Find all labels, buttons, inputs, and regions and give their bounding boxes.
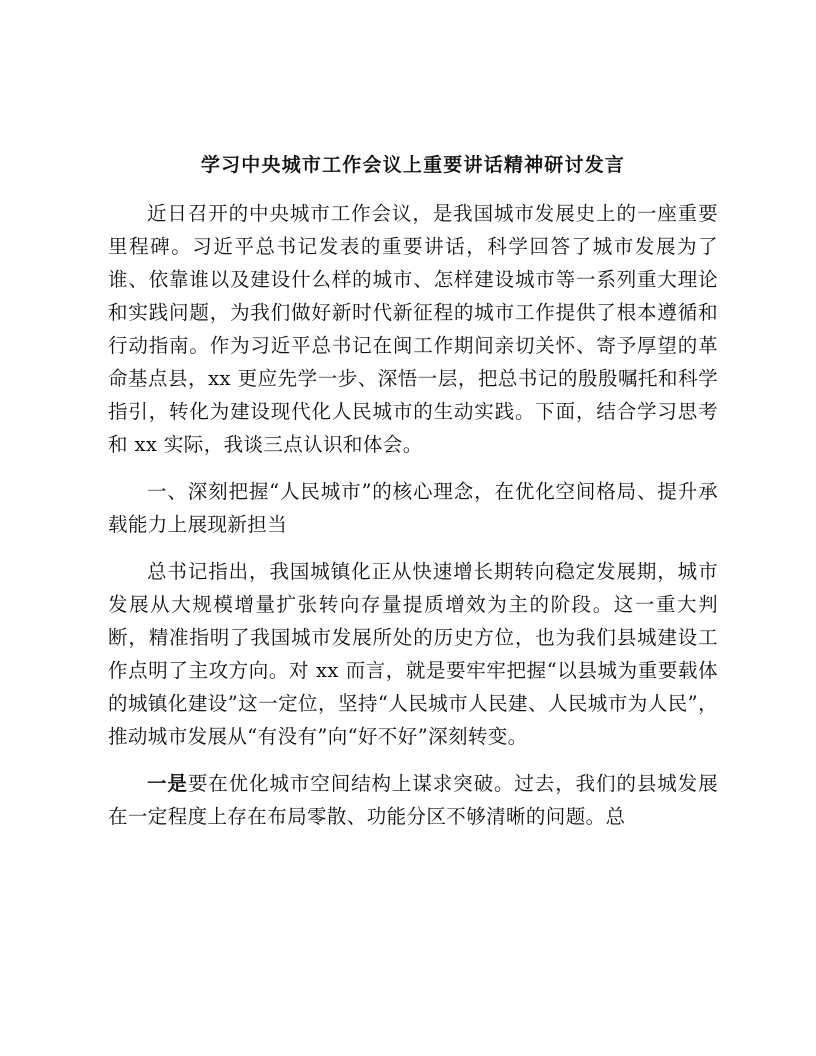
point-one-lead: 一是 — [147, 772, 188, 795]
document-page — [108, 150, 718, 847]
section-heading-1: 一、深刻把握“人民城市”的核心理念，在优化空间格局、提升承载能力上展现新担当 — [108, 480, 718, 536]
section-1-paragraph: 总书记指出，我国城镇化正从快速增长期转向稳定发展期，城市发展从大规模增量扩张转向存量提质增效为主的阶段。这一重大判断，精准指明了我国城市发展所处的历史方位，也为我们县城建设工作点明了主攻方向。对 xx 而言，就是要牢牢把握“以县城为重要载体的城镇化建设”这一定位，坚持“人民城市人民建、人民城市为人民”，推动城市发展从“有没有”向“好不好”深刻转变。 — [108, 560, 718, 748]
point-one-paragraph — [108, 767, 718, 833]
document-title: 学习中央城市工作会议上重要讲话精神研讨发言 — [200, 154, 626, 176]
point-one-text: 要在优化城市空间结构上谋求突破。过去，我们的县城发展在一定程度上存在布局零散、功能分区不够清晰的问题。总 — [108, 772, 718, 828]
intro-paragraph: 近日召开的中央城市工作会议，是我国城市发展史上的一座重要里程碑。习近平总书记发表的重要讲话，科学回答了城市发展为了谁、依靠谁以及建设什么样的城市、怎样建设城市等一系列重大理论和实践问题，为我们做好新时代新征程的城市工作提供了根本遵循和行动指南。作为习近平总书记在闽工作期间亲切关怀、寄予厚望的革命基点县，xx 更应先学一步、深悟一层，把总书记的殷殷嘱托和科学指引，转化为建设现代化人民城市的生动实践。下面，结合学习思考和 xx 实际，我谈三点认识和体会。 — [108, 202, 718, 456]
